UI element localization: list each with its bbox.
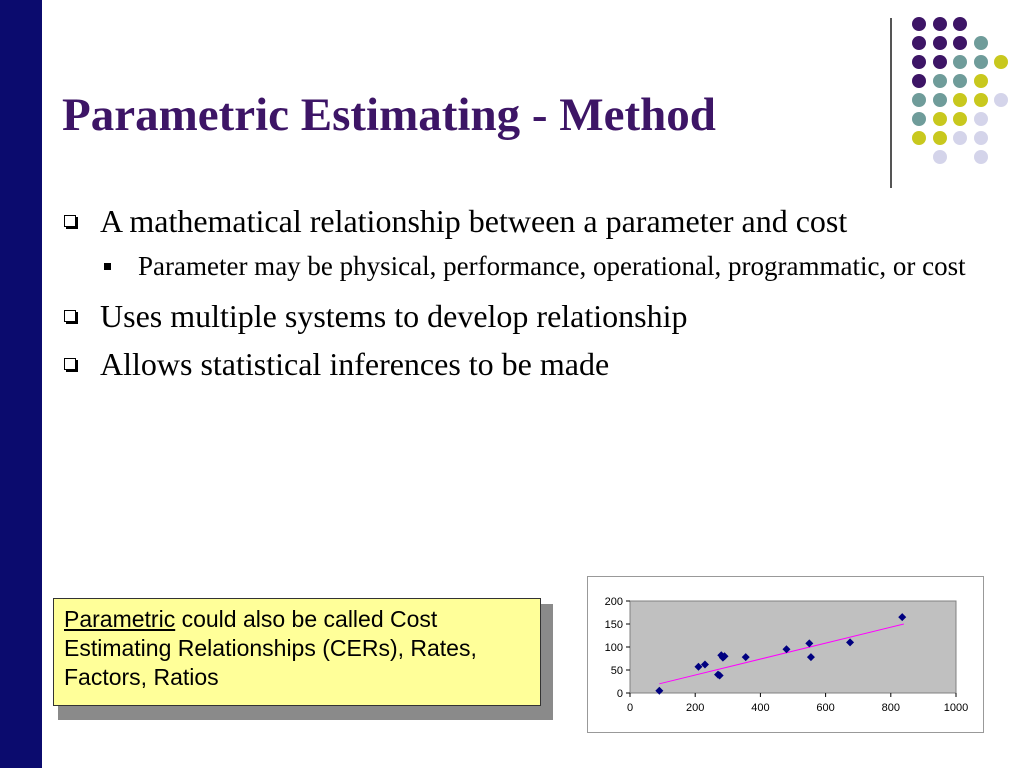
bullet-text: Uses multiple systems to develop relationship (100, 298, 688, 334)
x-tick-label: 800 (881, 702, 900, 714)
decorative-dot (912, 74, 926, 88)
x-tick-label: 400 (751, 702, 770, 714)
decorative-dot (933, 55, 947, 69)
decorative-dot (933, 74, 947, 88)
x-tick-label: 600 (816, 702, 835, 714)
decorative-dot (974, 112, 988, 126)
decorative-dot (974, 131, 988, 145)
hollow-square-bullet-icon (64, 310, 76, 322)
hollow-square-bullet-icon (64, 215, 76, 227)
decorative-dot (953, 74, 967, 88)
title-divider (890, 18, 892, 188)
decorative-dot (974, 74, 988, 88)
decorative-dot (912, 112, 926, 126)
sub-bullet-item (62, 248, 992, 285)
y-tick-label: 100 (604, 642, 623, 654)
bullet-text: A mathematical relationship between a parameter and cost (100, 203, 848, 239)
note-text: could also be called Cost Estimating Relationships (CERs), Rates, Factors, Ratios (64, 606, 477, 690)
note-emphasis: Parametric (64, 606, 176, 632)
decorative-dot (933, 150, 947, 164)
bullet-item (62, 200, 992, 242)
bullet-item (62, 343, 992, 385)
decorative-dot (974, 55, 988, 69)
decorative-dot (953, 93, 967, 107)
sub-bullet-text: Parameter may be physical, performance, operational, programmatic, or cost (138, 251, 966, 281)
decorative-dot (953, 112, 967, 126)
y-tick-label: 150 (604, 619, 623, 631)
decorative-dot (933, 36, 947, 50)
slide-title: Parametric Estimating - Method (62, 89, 716, 141)
decorative-dot (912, 55, 926, 69)
decorative-dot (933, 131, 947, 145)
decorative-dot (953, 17, 967, 31)
decorative-dot (994, 93, 1008, 107)
decorative-dot (912, 131, 926, 145)
x-tick-label: 1000 (943, 702, 969, 714)
decorative-dot (912, 17, 926, 31)
decorative-dot (974, 150, 988, 164)
x-tick-label: 0 (626, 702, 634, 714)
note-callout (53, 598, 541, 706)
scatter-chart (587, 576, 984, 733)
y-tick-label: 50 (610, 665, 623, 677)
decorative-dot (933, 112, 947, 126)
decorative-dot (912, 93, 926, 107)
y-tick-label: 200 (604, 596, 623, 608)
scatter-chart-svg (588, 577, 983, 732)
decorative-dot (974, 36, 988, 50)
decorative-dot (953, 55, 967, 69)
bullet-item (62, 295, 992, 337)
decorative-dot (974, 93, 988, 107)
decorative-dot (994, 55, 1008, 69)
filled-square-bullet-icon (104, 263, 111, 270)
x-tick-label: 200 (686, 702, 705, 714)
bullet-text: Allows statistical inferences to be made (100, 346, 610, 382)
decorative-dot (953, 36, 967, 50)
decorative-dot (933, 93, 947, 107)
y-tick-label: 0 (616, 688, 623, 700)
bullet-list (62, 200, 992, 391)
decorative-dot (933, 17, 947, 31)
sidebar-bar (0, 0, 42, 768)
decorative-dot (953, 131, 967, 145)
hollow-square-bullet-icon (64, 358, 76, 370)
decorative-dot (912, 36, 926, 50)
